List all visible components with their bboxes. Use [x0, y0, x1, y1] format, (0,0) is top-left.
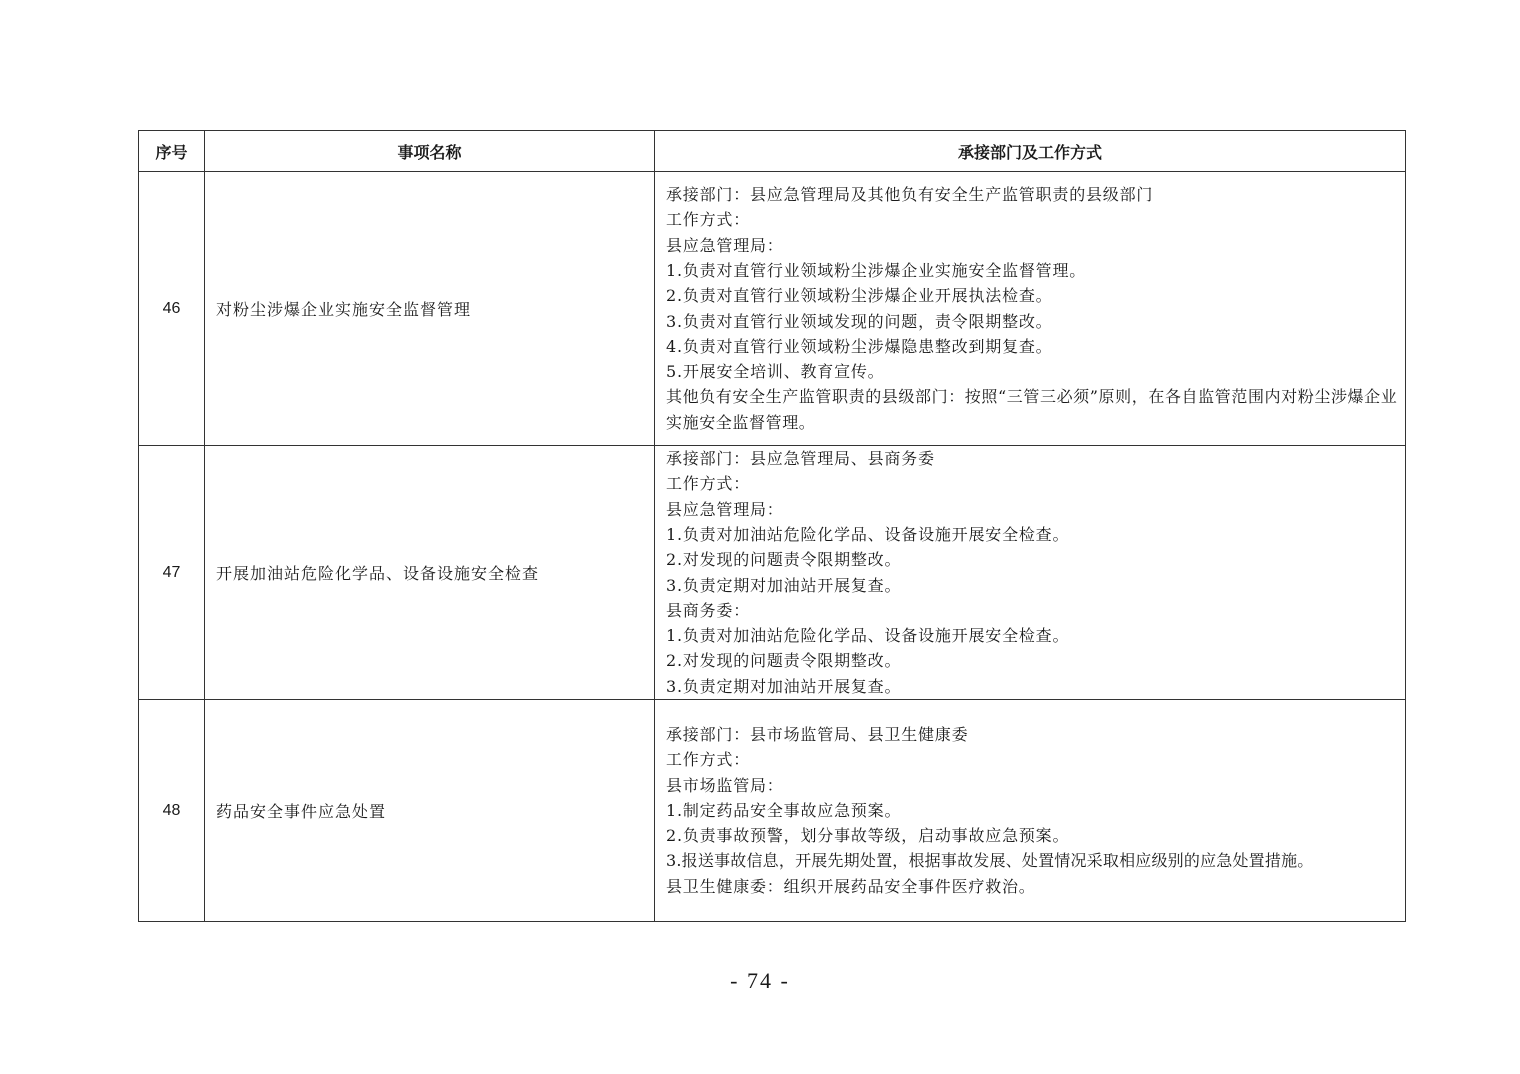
detail-line: 工作方式： [666, 750, 751, 770]
detail-line: 工作方式： [666, 210, 751, 230]
detail-line: 承接部门：县市场监管局、县卫生健康委 [666, 724, 969, 744]
row-item-name: 对粉尘涉爆企业实施安全监督管理 [205, 172, 655, 446]
detail-line: 3.负责定期对加油站开展复查。 [666, 676, 902, 696]
detail-line: 县卫生健康委：组织开展药品安全事件医疗救治。 [666, 876, 1036, 896]
detail-line: 承接部门：县应急管理局及其他负有安全生产监管职责的县级部门 [666, 185, 1154, 205]
header-item-name: 事项名称 [205, 131, 655, 172]
detail-line: 5.开展安全培训、教育宣传。 [666, 362, 885, 382]
detail-line: 其他负有安全生产监管职责的县级部门：按照“三管三必须”原则，在各自监管范围内对粉尘涉爆企业实施安全监督管理。 [666, 387, 1398, 432]
row-detail [655, 700, 1406, 922]
row-number: 46 [139, 172, 205, 446]
detail-line: 2.负责对直管行业领域粉尘涉爆企业开展执法检查。 [666, 286, 1053, 306]
row-detail [655, 172, 1406, 446]
detail-line: 县应急管理局： [666, 235, 784, 255]
table-row [139, 700, 1406, 922]
table-row [139, 446, 1406, 700]
page-number: - 74 - [730, 968, 790, 993]
detail-line: 工作方式： [666, 474, 751, 494]
detail-line: 2.对发现的问题责令限期整改。 [666, 651, 902, 671]
detail-line: 1.制定药品安全事故应急预案。 [666, 800, 902, 820]
responsibility-table [138, 130, 1406, 922]
header-number: 序号 [139, 131, 205, 172]
detail-line: 3.报送事故信息，开展先期处置，根据事故发展、处置情况采取相应级别的应急处置措施。 [666, 851, 1314, 871]
detail-line: 2.对发现的问题责令限期整改。 [666, 550, 902, 570]
detail-line: 3.负责对直管行业领域发现的问题，责令限期整改。 [666, 311, 1053, 331]
detail-line: 3.负责定期对加油站开展复查。 [666, 575, 902, 595]
row-detail [655, 446, 1406, 700]
row-item-name: 药品安全事件应急处置 [205, 700, 655, 922]
row-item-name: 开展加油站危险化学品、设备设施安全检查 [205, 446, 655, 700]
row-number: 48 [139, 700, 205, 922]
header-department-method: 承接部门及工作方式 [655, 131, 1406, 172]
table-row [139, 172, 1406, 446]
detail-line: 承接部门：县应急管理局、县商务委 [666, 449, 935, 469]
detail-line: 县市场监管局： [666, 775, 784, 795]
detail-line: 2.负责事故预警，划分事故等级，启动事故应急预案。 [666, 826, 1070, 846]
row-number: 47 [139, 446, 205, 700]
table-header-row [139, 131, 1406, 172]
detail-line: 4.负责对直管行业领域粉尘涉爆隐患整改到期复查。 [666, 336, 1053, 356]
detail-line: 1.负责对加油站危险化学品、设备设施开展安全检查。 [666, 626, 1070, 646]
detail-line: 1.负责对加油站危险化学品、设备设施开展安全检查。 [666, 524, 1070, 544]
detail-line: 县应急管理局： [666, 499, 784, 519]
detail-line: 县商务委： [666, 600, 751, 620]
detail-line: 1.负责对直管行业领域粉尘涉爆企业实施安全监督管理。 [666, 260, 1087, 280]
